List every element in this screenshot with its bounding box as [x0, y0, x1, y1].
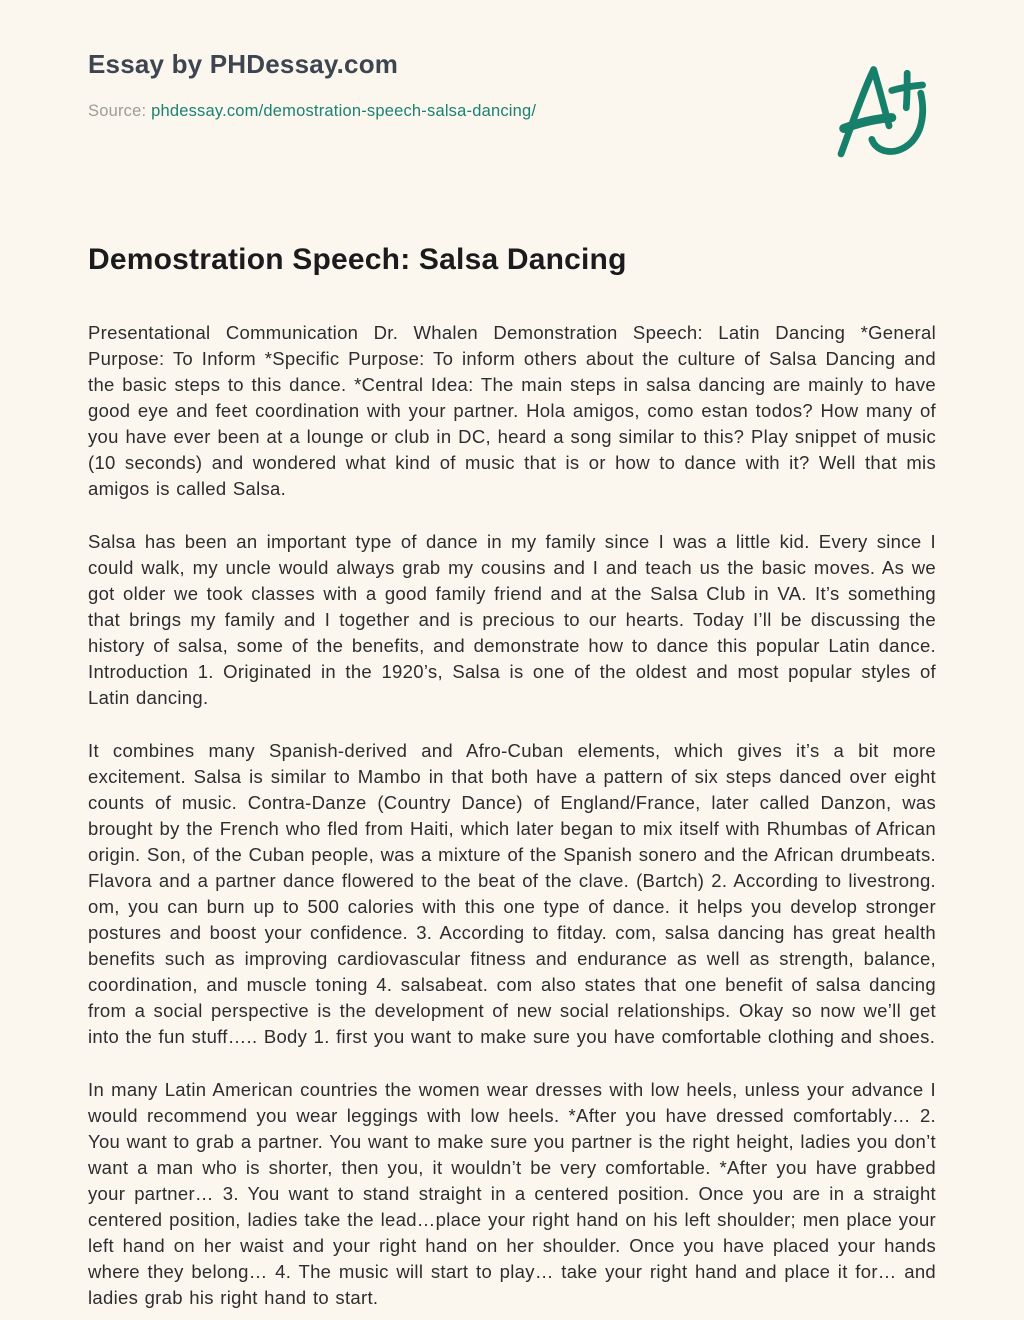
source-line	[88, 102, 536, 121]
header-text-block	[88, 50, 536, 121]
source-link[interactable]: phdessay.com/demostration-speech-salsa-dancing/	[151, 101, 537, 120]
site-title: Essay by PHDessay.com	[88, 49, 399, 79]
essay-paragraph-1: Presentational Communication Dr. Whalen Demonstration Speech: Latin Dancing *General Purpose: To Inform *Specific Purpose: To inform others about the culture of Salsa Dancing and the basic steps to this dance. *Central Idea: The main steps in salsa dancing are mainly to have good eye and feet coordination with your partner. Hola amigos, como estan todos? How many of you have ever been at a lounge or club in DC, heard a song similar to this? Play snippet of music (10 seconds) and wondered what kind of music that is or how to dance with it? Well that mis amigos is called Salsa.	[88, 322, 936, 499]
essay-body	[88, 320, 936, 1320]
page-header	[88, 50, 936, 168]
essay-paragraph-4: In many Latin American countries the women wear dresses with low heels, unless your advance I would recommend you wear leggings with low heels. *After you have dressed comfortably… 2. You want to grab a partner. You want to make sure you partner is the right height, ladies you don’t want a man who is shorter, then you, it wouldn’t be very comfortable. *After you have grabbed your partner… 3. You want to stand straight in a centered position. Once you are in a straight centered position, ladies take the lead…place your right hand on his left shoulder; men place your left hand on her waist and your right hand on her shoulder. Once you have placed your hands where they belong… 4. The music will start to play… take your right hand and place it for… and ladies grab his right hand to start.	[88, 1079, 936, 1308]
essay-title: Demostration Speech: Salsa Dancing	[88, 243, 627, 276]
source-label: Source:	[88, 101, 147, 120]
essay-paragraph-3: It combines many Spanish-derived and Afro-Cuban elements, which gives it’s a bit more excitement. Salsa is similar to Mambo in that both have a pattern of six steps danced over eight counts of music. Contra-Danze (Country Dance) of England/France, later called Danzon, was brought by the French who fled from Haiti, which later began to mix itself with Rhumbas of African origin. Son, of the Cuban people, was a mixture of the Spanish sonero and the African drumbeats. Flavora and a partner dance flowered to the beat of the clave. (Bartch) 2. According to livestrong. om, you can burn up to 500 calories with this one type of dance. it helps you develop stronger postures and boost your confidence. 3. According to fitday. com, salsa dancing has great health benefits such as improving cardiovascular fitness and endurance as well as strength, balance, coordination, and muscle toning 4. salsabeat. com also states that one benefit of salsa dancing from a social perspective is the development of new social relationships. Okay so now we’ll get into the fun stuff….. Body 1. first you want to make sure you have comfortable clothing and shoes.	[88, 740, 936, 1047]
phdessay-a-plus-logo-icon	[832, 56, 928, 168]
essay-paragraph-2: Salsa has been an important type of dance in my family since I was a little kid. Every since I could walk, my uncle would always grab my cousins and I and teach us the basic moves. As we got older we took classes with a good family friend and at the Salsa Club in VA. It’s something that brings my family and I together and is precious to our hearts. Today I’ll be discussing the history of salsa, some of the benefits, and demonstrate how to dance this popular Latin dance. Introduction 1. Originated in the 1920’s, Salsa is one of the oldest and most popular styles of Latin dancing.	[88, 531, 936, 708]
